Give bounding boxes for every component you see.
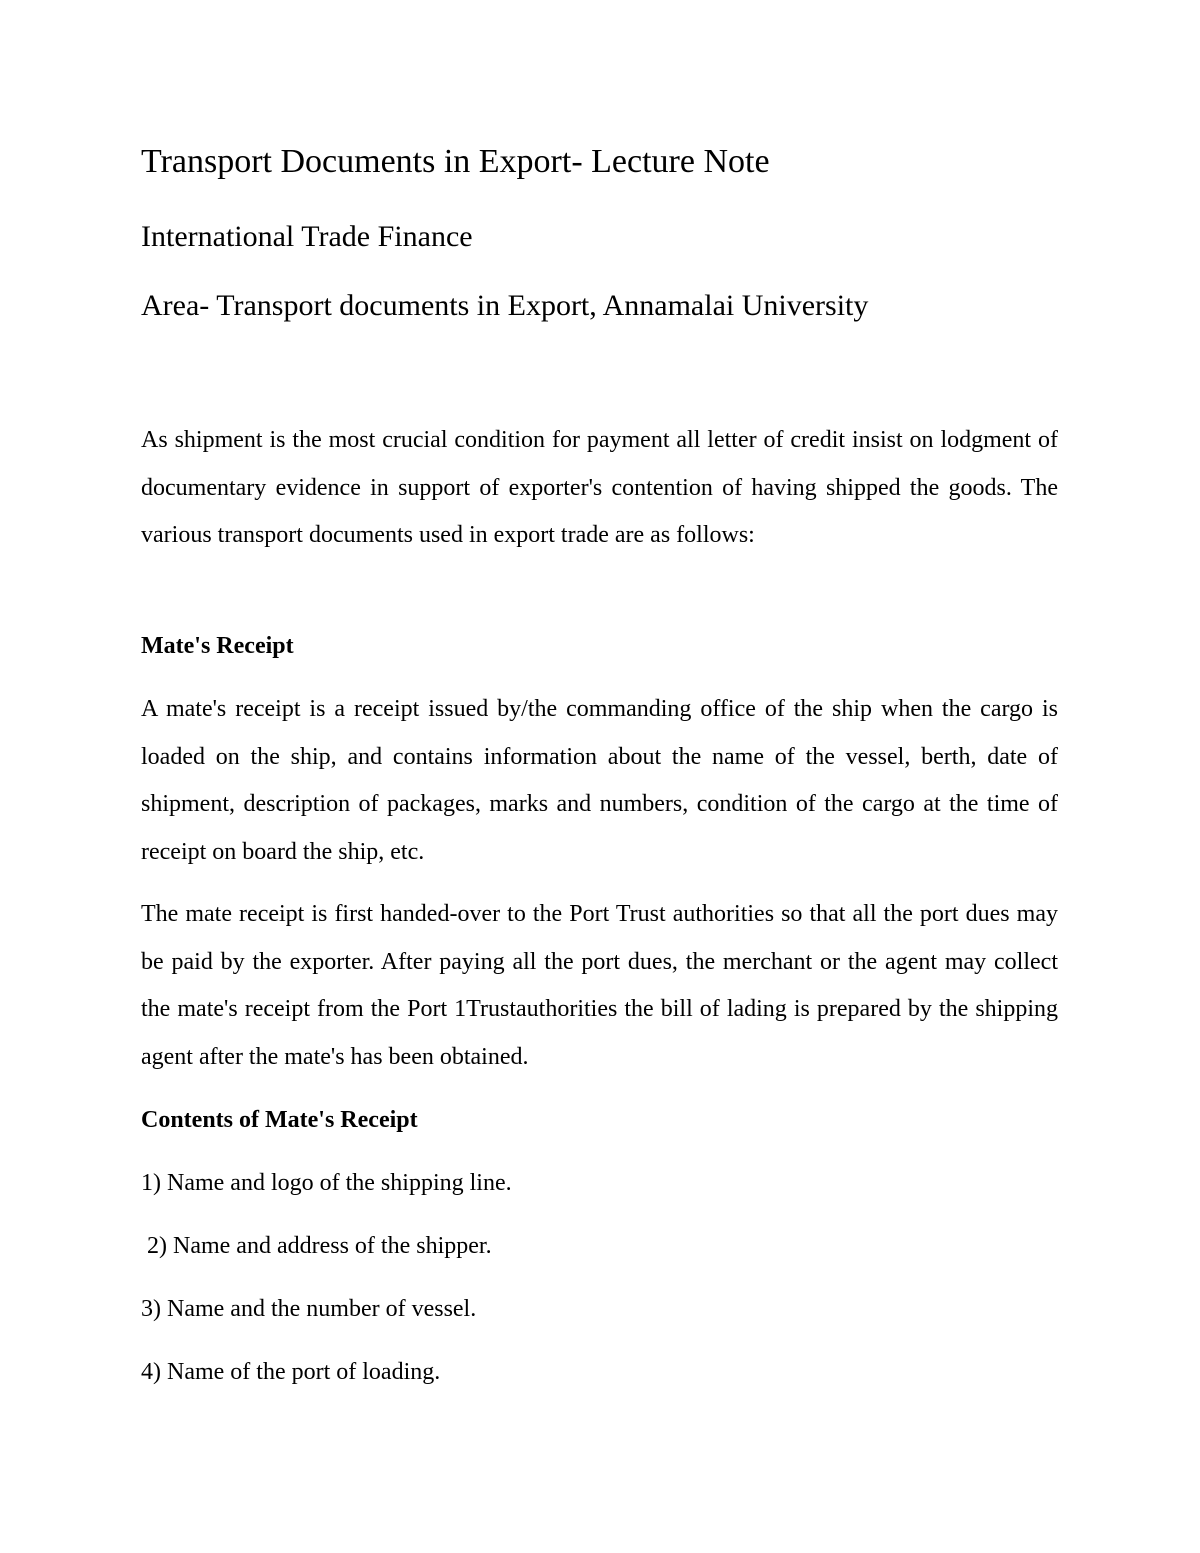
document-title: Transport Documents in Export- Lecture Note (141, 143, 770, 180)
paragraph-mates-receipt-process: The mate receipt is first handed-over to the Port Trust authorities so that all the port dues may be paid by the exporter. After paying all the port dues, the merchant or the agent may collect the mate's receipt from the Port 1Trustauthorities the bill of lading is prepared by the shipping agent after the mate's has been obtained. (141, 901, 1058, 1070)
section-heading-mates-receipt: Mate's Receipt (141, 633, 294, 659)
document-subject: International Trade Finance (141, 220, 473, 253)
intro-paragraph: As shipment is the most crucial condition for payment all letter of credit insist on lodgment of documentary evidence in support of exporter's contention of having shipped the goods. The various transport documents used in export trade are as follows: (141, 427, 1058, 548)
list-item: 3) Name and the number of vessel. (141, 1296, 477, 1322)
section-heading-contents: Contents of Mate's Receipt (141, 1107, 418, 1133)
document-area: Area- Transport documents in Export, Annamalai University (141, 289, 869, 322)
paragraph-mates-receipt-definition: A mate's receipt is a receipt issued by/the commanding office of the ship when the cargo is loaded on the ship, and contains information about the name of the vessel, berth, date of shipment, description of packages, marks and numbers, condition of the cargo at the time of receipt on board the ship, etc. (141, 696, 1058, 865)
list-item: 2) Name and address of the shipper. (141, 1233, 492, 1259)
list-item: 1) Name and logo of the shipping line. (141, 1170, 512, 1196)
list-item: 4) Name of the port of loading. (141, 1359, 441, 1385)
